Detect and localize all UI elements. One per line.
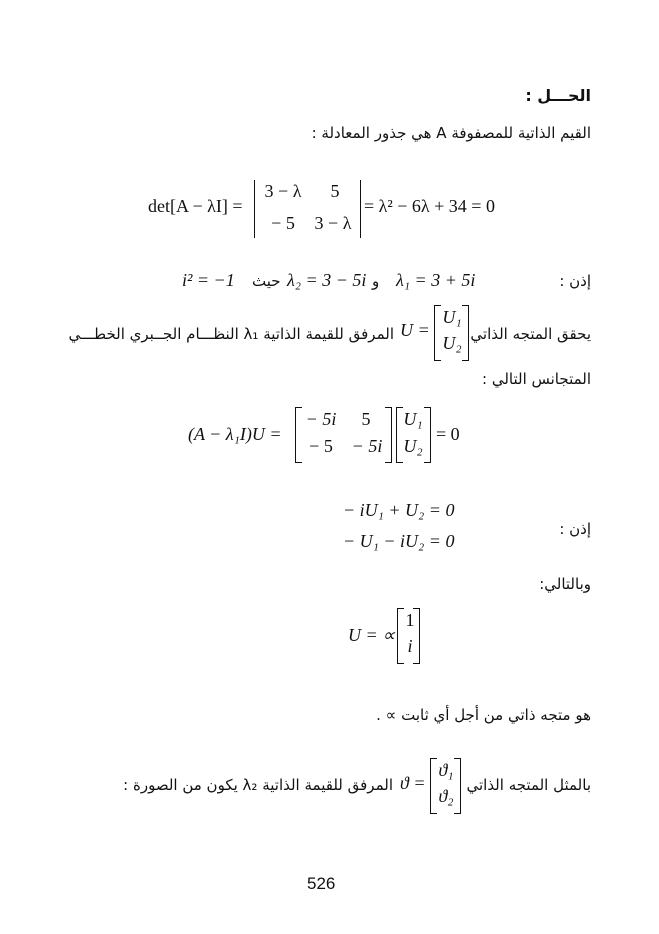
sys-vec-U2: U₂ <box>403 436 423 456</box>
eigvec-U-label: U = <box>400 320 430 340</box>
second-vec-bracket-right <box>454 758 461 814</box>
sys-vector-bracket-right <box>424 407 431 463</box>
det-rhs: = λ² − 6λ + 34 = 0 <box>364 196 495 216</box>
det-bar-left <box>254 180 255 238</box>
second-vec-label: ϑ = <box>400 773 426 793</box>
second-vec-entry-2: ϑ₂ <box>438 786 454 806</box>
eigvec-sentence-part1: يحقق المتجه الذاتي <box>470 325 591 343</box>
where-word: حيث <box>252 272 281 290</box>
intro-line: القيم الذاتية للمصفوفة A هي جذور المعادلة : <box>311 124 591 142</box>
therefore-label-2: إذن : <box>559 520 591 538</box>
system-lhs: (A − λ₁I)U = <box>188 424 282 444</box>
second-vec-part1: بالمثل المتجه الذاتي <box>466 776 591 794</box>
linear-eq-1: − iU₁ + U₂ = 0 <box>343 500 455 520</box>
solution-entry-1: 1 <box>405 610 415 630</box>
solution-lhs: U = ∝ <box>348 625 396 645</box>
and-word: و <box>372 272 380 290</box>
sys-cell-21: − 5 <box>309 436 333 456</box>
solution-entry-2: i <box>407 636 413 656</box>
sys-cell-12: 5 <box>361 409 371 429</box>
second-vec-entry-1: ϑ₁ <box>438 760 454 780</box>
lambda2: λ₂ = 3 − 5i <box>287 270 367 290</box>
sys-cell-11: − 5i <box>305 409 337 429</box>
therefore-label-1: إذن : <box>559 272 591 290</box>
lambda1: λ₁ = 3 + 5i <box>396 270 476 290</box>
page-number: 526 <box>307 874 336 893</box>
sys-matrix-bracket-right <box>385 407 392 463</box>
consequently-label: وبالتالي: <box>539 575 591 593</box>
sys-vec-U1: U₁ <box>403 409 423 429</box>
section-heading: الحـــل : <box>525 86 591 105</box>
det-cell-12: 5 <box>330 181 340 201</box>
eigvec-U1: U₁ <box>442 307 462 327</box>
i-squared: i² = −1 <box>182 270 235 290</box>
arbitrary-constant-line: هو متجه ذاتي من أجل أي ثابت ∝ . <box>376 706 591 724</box>
system-rhs: = 0 <box>436 424 460 444</box>
det-bar-right <box>360 180 361 238</box>
homogeneous-line: المتجانس التالي : <box>482 370 591 388</box>
second-vec-part2: المرفق للقيمة الذاتية λ₂ يكون من الصورة : <box>123 776 393 794</box>
solution-bracket-right <box>413 608 420 664</box>
det-cell-21: − 5 <box>271 213 295 233</box>
eigvec-bracket-right <box>462 305 469 361</box>
eigvec-U2: U₂ <box>442 333 462 353</box>
linear-eq-2: − U₁ − iU₂ = 0 <box>343 531 455 551</box>
det-lhs: det[A − λI] = <box>148 196 243 216</box>
eigvec-sentence-part2: المرفق للقيمة الذاتية λ₁ النظـــام الجــبري الخطـــي <box>68 325 394 343</box>
det-cell-22: 3 − λ <box>314 213 352 233</box>
det-cell-11: 3 − λ <box>264 181 302 201</box>
sys-cell-22: − 5i <box>351 436 383 456</box>
